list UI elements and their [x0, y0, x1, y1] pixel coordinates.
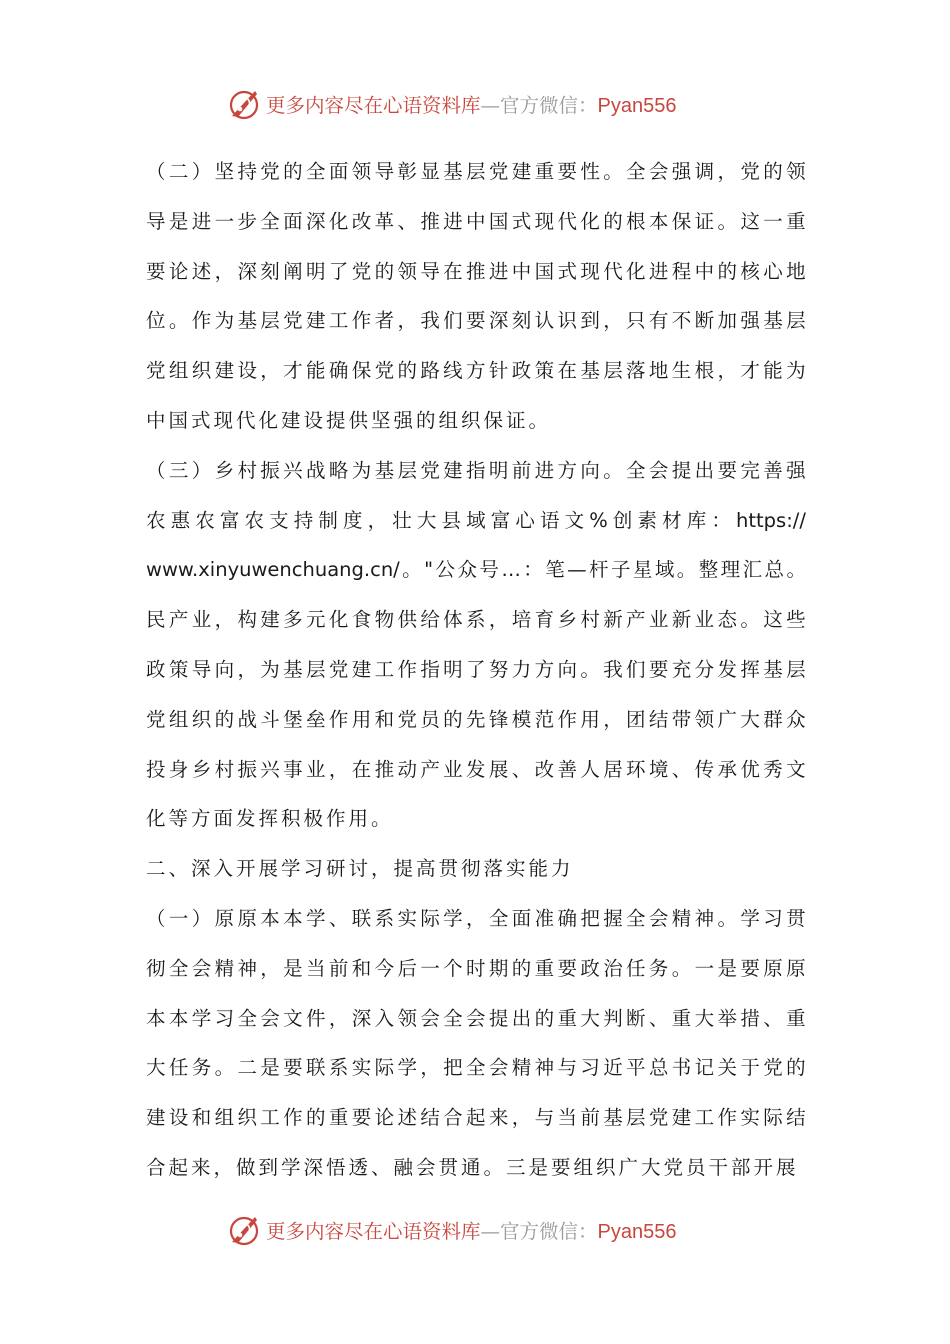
- text-line: 民 产 业 ， 构 建 多 元 化 食 物 供 给 体 系 ， 培 育 乡 村 新 产 业 新 业 态 。 这 些: [146, 608, 806, 632]
- text-line: 中国式现代化建设提供坚强的组织保证。: [146, 408, 552, 432]
- header-watermark: [226, 84, 677, 124]
- text-line: 投 身 乡 村 振 兴 事 业 ， 在 推 动 产 业 发 展 、 改 善 人 居 环 境 、 传 承 优 秀 文: [146, 757, 806, 781]
- text-line: 合起来，做到学深悟透、融会贯通。三是要组织广大党员干部开展: [146, 1155, 799, 1179]
- document-body: [146, 147, 806, 1193]
- watermark-text: 更多内容尽在心语资料库—官方微信：Pyan556: [266, 94, 677, 117]
- text-line: （ 二 ） 坚 持 党 的 全 面 领 导 彰 显 基 层 党 建 重 要 性 。 全 会 强 调 ， 党 的 领: [146, 160, 806, 183]
- text-line: 本 本 学 习 全 会 文 件 ， 深 入 领 会 全 会 提 出 的 重 大 判 断 、 重 大 举 措 、 重: [146, 1006, 806, 1030]
- text-line: 党 组 织 的 战 斗 堡 垒 作 用 和 党 员 的 先 锋 模 范 作 用 ， 团 结 带 领 广 大 群 众: [146, 707, 806, 731]
- text-line: 要 论 述 ， 深 刻 阐 明 了 党 的 领 导 在 推 进 中 国 式 现 代 化 进 程 中 的 核 心 地: [146, 259, 806, 283]
- text-line: 党 组 织 建 设 ， 才 能 确 保 党 的 路 线 方 针 政 策 在 基 层 落 地 生 根 ， 才 能 为: [146, 359, 806, 383]
- text-line: 位 。 作 为 基 层 党 建 工 作 者 ， 我 们 要 深 刻 认 识 到 ， 只 有 不 断 加 强 基 层: [146, 309, 806, 333]
- text-line: 导 是 进 一 步 全 面 深 化 改 革 、 推 进 中 国 式 现 代 化 的 根 本 保 证 。 这 一 重: [146, 209, 806, 233]
- text-line: （ 三 ） 乡 村 振 兴 战 略 为 基 层 党 建 指 明 前 进 方 向 。 全 会 提 出 要 完 善 强: [146, 458, 806, 482]
- watermark-text: 更多内容尽在心语资料库—官方微信：Pyan556: [266, 1220, 677, 1243]
- text-line: 二、深入开展学习研讨，提高贯彻落实能力: [146, 857, 574, 881]
- text-line: 化等方面发挥积极作用。: [146, 807, 394, 831]
- text-line: 大 任 务 。 二 是 要 联 系 实 际 学 ， 把 全 会 精 神 与 习 近 平 总 书 记 关 于 党 的: [146, 1056, 806, 1080]
- text-line: www.xinyuwenchuang.cn/ 。 " 公 众 号 … ： 笔 — 杆 子 星 域 。 整 理 汇 总 。: [146, 558, 806, 582]
- text-line: （ 一 ） 原 原 本 本 学 、 联 系 实 际 学 ， 全 面 准 确 把 握 全 会 精 神 。 学 习 贯: [146, 906, 806, 930]
- quill-logo-icon: [226, 86, 262, 122]
- footer-watermark: [226, 1210, 677, 1250]
- text-line: 农 惠 农 富 农 支 持 制 度 ， 壮 大 县 域 富 心 语 文 % 创 素 材 库 ： https://: [146, 508, 806, 532]
- text-line: 建 设 和 组 织 工 作 的 重 要 论 述 结 合 起 来 ， 与 当 前 基 层 党 建 工 作 实 际 结: [146, 1106, 806, 1130]
- text-line: 彻 全 会 精 神 ， 是 当 前 和 今 后 一 个 时 期 的 重 要 政 治 任 务 。 一 是 要 原 原: [146, 956, 806, 980]
- quill-logo-icon: [226, 1212, 262, 1248]
- text-line: 政 策 导 向 ， 为 基 层 党 建 工 作 指 明 了 努 力 方 向 。 我 们 要 充 分 发 挥 基 层: [146, 657, 806, 681]
